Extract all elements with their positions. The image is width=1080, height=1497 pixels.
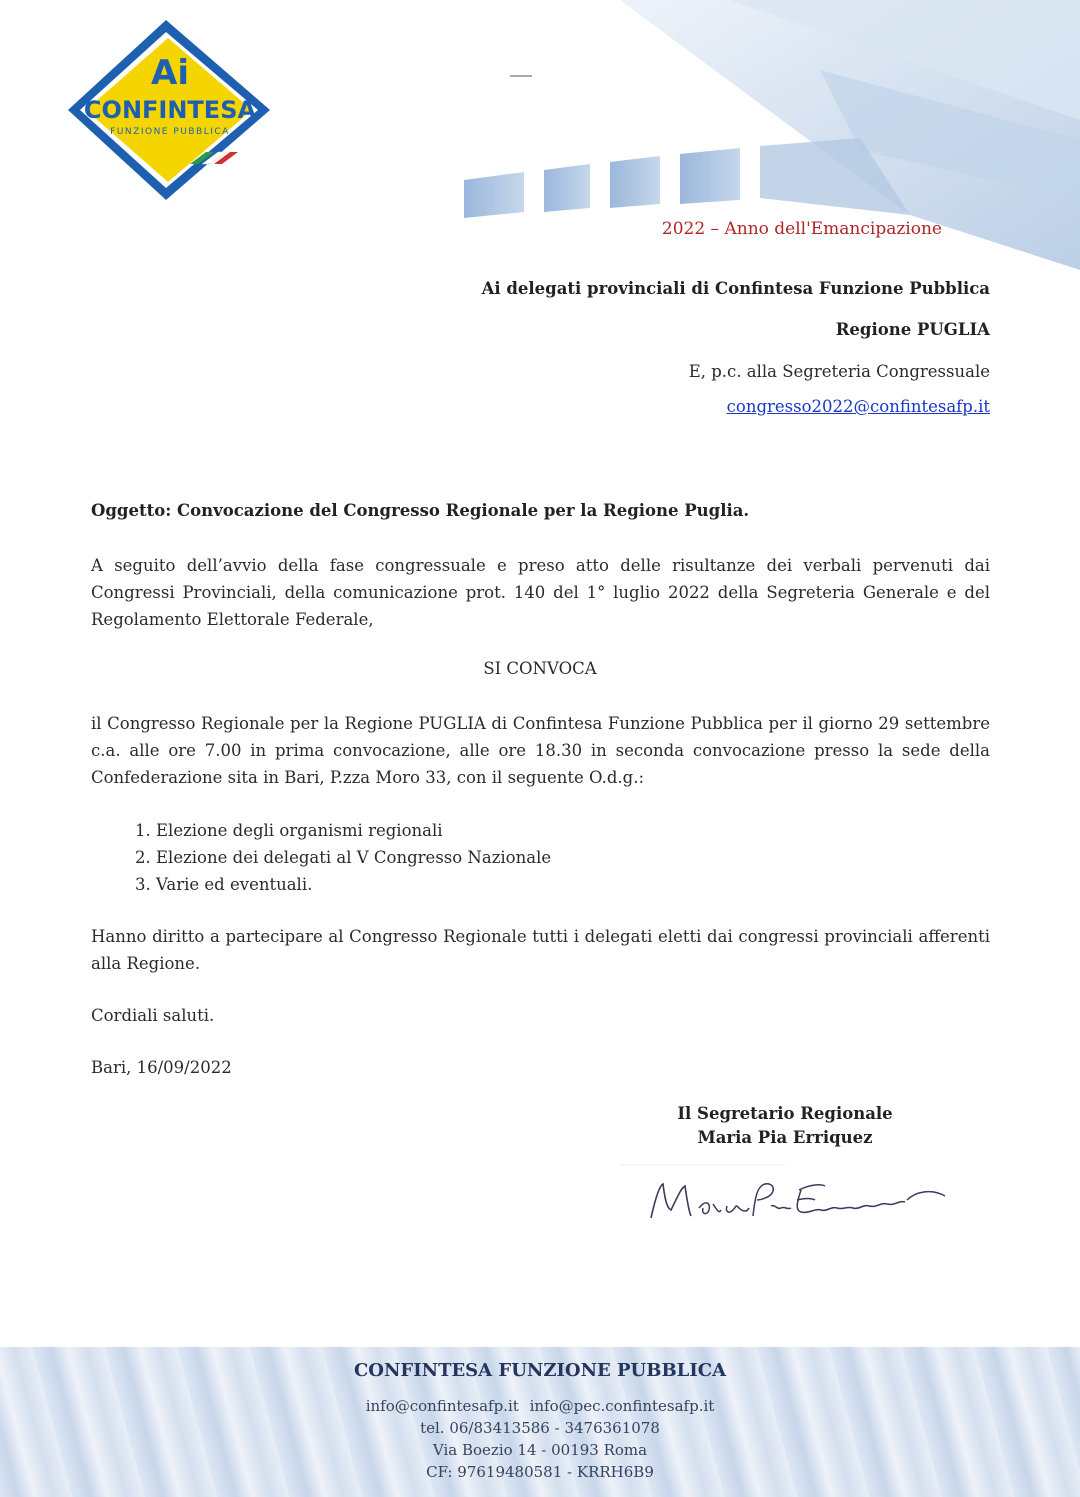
place-date: Bari, 16/09/2022	[91, 1058, 232, 1077]
agenda-item: 3. Varie ed eventuali.	[156, 871, 551, 898]
footer-title: CONFINTESA FUNZIONE PUBBLICA	[353, 1360, 727, 1381]
closing: Cordiali saluti.	[91, 1006, 215, 1025]
agenda-item: 2. Elezione dei delegati al V Congresso Nazionale	[156, 844, 551, 871]
footer-tel: tel. 06/83413586	[420, 1419, 550, 1437]
paragraph-intro: A seguito dell’avvio della fase congressuale e preso atto delle risultanze dei verbali pervenuti dai Congressi Provinciali, della comunicazione prot. 140 del 1° luglio 2022 della Segreteria Generale e del Regolamento Elettorale Federale,	[91, 556, 990, 629]
recipient-region: Regione PUGLIA	[835, 320, 990, 339]
svg-text:CONFINTESA: CONFINTESA	[83, 96, 257, 124]
recipient-line: Ai delegati provinciali di Confintesa Funzione Pubblica	[481, 279, 990, 298]
footer-mobile: 3476361078	[564, 1419, 660, 1437]
email-link[interactable]: congresso2022@confintesafp.it	[726, 397, 990, 416]
footer-codes: CF: 97619480581 - KRRH6B9	[426, 1463, 654, 1481]
confintesa-logo	[62, 14, 276, 204]
footer-email[interactable]: info@confintesafp.it	[365, 1397, 519, 1415]
footer-emails	[0, 1397, 1080, 1415]
subject: Oggetto: Convocazione del Congresso Regionale per la Regione Puglia.	[91, 501, 750, 520]
agenda-list	[91, 817, 551, 898]
footer-pec-email[interactable]: info@pec.confintesafp.it	[529, 1397, 715, 1415]
footer-code: KRRH6B9	[576, 1463, 654, 1481]
footer-phones: tel. 06/83413586 - 3476361078	[420, 1419, 660, 1437]
motto: 2022 – Anno dell'Emancipazione	[661, 219, 942, 239]
svg-text:FUNZIONE PUBBLICA: FUNZIONE PUBBLICA	[110, 127, 230, 137]
convoca-heading: SI CONVOCA	[483, 659, 597, 678]
paragraph-convocation: il Congresso Regionale per la Regione PUGLIA di Confintesa Funzione Pubblica per il giorno 29 settembre c.a. alle ore 7.00 in prima convocazione, alle ore 18.30 in seconda convocazione presso la sede della Confederazione sita in Bari, P.zza Moro 33, con il seguente O.d.g.:	[91, 714, 990, 787]
footer-cf: CF: 97619480581	[426, 1463, 563, 1481]
footer-address: Via Boezio 14 - 00193 Roma	[432, 1441, 648, 1459]
agenda-item: 1. Elezione degli organismi regionali	[156, 817, 551, 844]
paragraph-eligibility: Hanno diritto a partecipare al Congresso Regionale tutti i delegati eletti dai congressi provinciali afferenti alla Regione.	[91, 927, 990, 973]
cc-line: E, p.c. alla Segreteria Congressuale	[688, 362, 990, 381]
handwritten-signature	[615, 1160, 955, 1235]
signatory-role: Il Segretario Regionale	[677, 1104, 893, 1123]
svg-text:Ai: Ai	[151, 53, 189, 93]
signatory-name: Maria Pia Erriquez	[697, 1128, 873, 1147]
